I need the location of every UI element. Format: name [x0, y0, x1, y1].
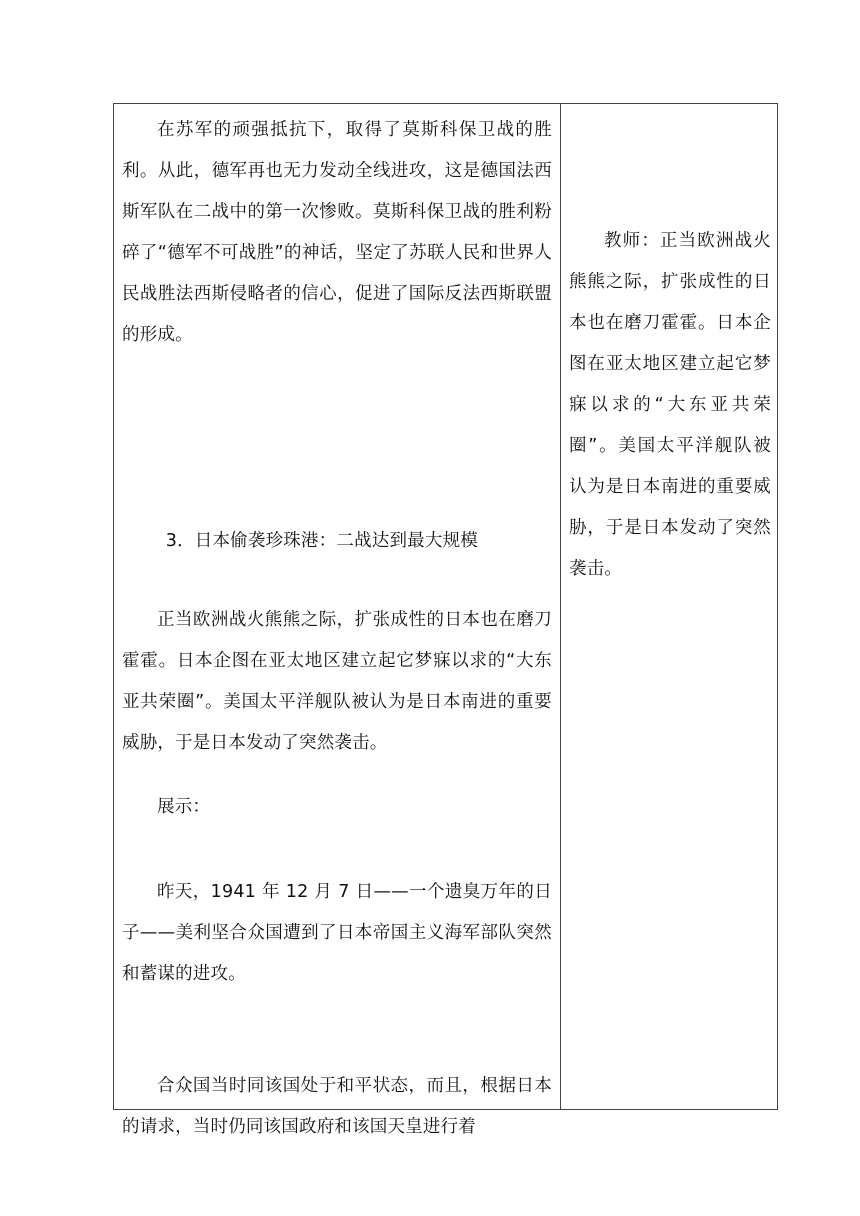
paragraph-speech-quote-2: 合众国当时同该国处于和平状态，而且，根据日本的请求，当时仍同该国政府和该国天皇进行着 — [122, 1076, 552, 1137]
label-display: 展示： — [157, 797, 211, 817]
paragraph-moscow-victory: 在苏军的顽强抵抗下，取得了莫斯科保卫战的胜利。从此，德军再也无力发动全线进攻，这是德国法西斯军队在二战中的第一次惨败。莫斯科保卫战的胜利粉碎了“德军不可战胜”的神话，坚定了苏联人民和世界人民战胜法西斯侵略者的信心，促进了国际反法西斯联盟的形成。 — [122, 120, 552, 345]
teacher-notes-column — [561, 104, 777, 1109]
content-column — [114, 104, 561, 1137]
section-heading-pearl-harbor: 3．日本偷袭珍珠港：二战达到最大规模 — [165, 531, 478, 551]
lesson-table — [113, 103, 778, 1137]
paragraph-japan-expansion: 正当欧洲战火熊熊之际，扩张成性的日本也在磨刀霍霍。日本企图在亚太地区建立起它梦寐以求的“大东亚共荣圈”。美国太平洋舰队被认为是日本南进的重要威胁，于是日本发动了突然袭击。 — [122, 610, 552, 753]
paragraph-speech-quote-1: 昨天，1941 年 12 月 7 日——一个遗臭万年的日子——美利坚合众国遭到了日本帝国主义海军部队突然和蓄谋的进攻。 — [122, 882, 552, 984]
paragraph-teacher-note: 教师：正当欧洲战火熊熊之际，扩张成性的日本也在磨刀霍霍。日本企图在亚太地区建立起它梦寐以求的“大东亚共荣圈”。美国太平洋舰队被认为是日本南进的重要威胁，于是日本发动了突然袭击。 — [569, 231, 771, 579]
